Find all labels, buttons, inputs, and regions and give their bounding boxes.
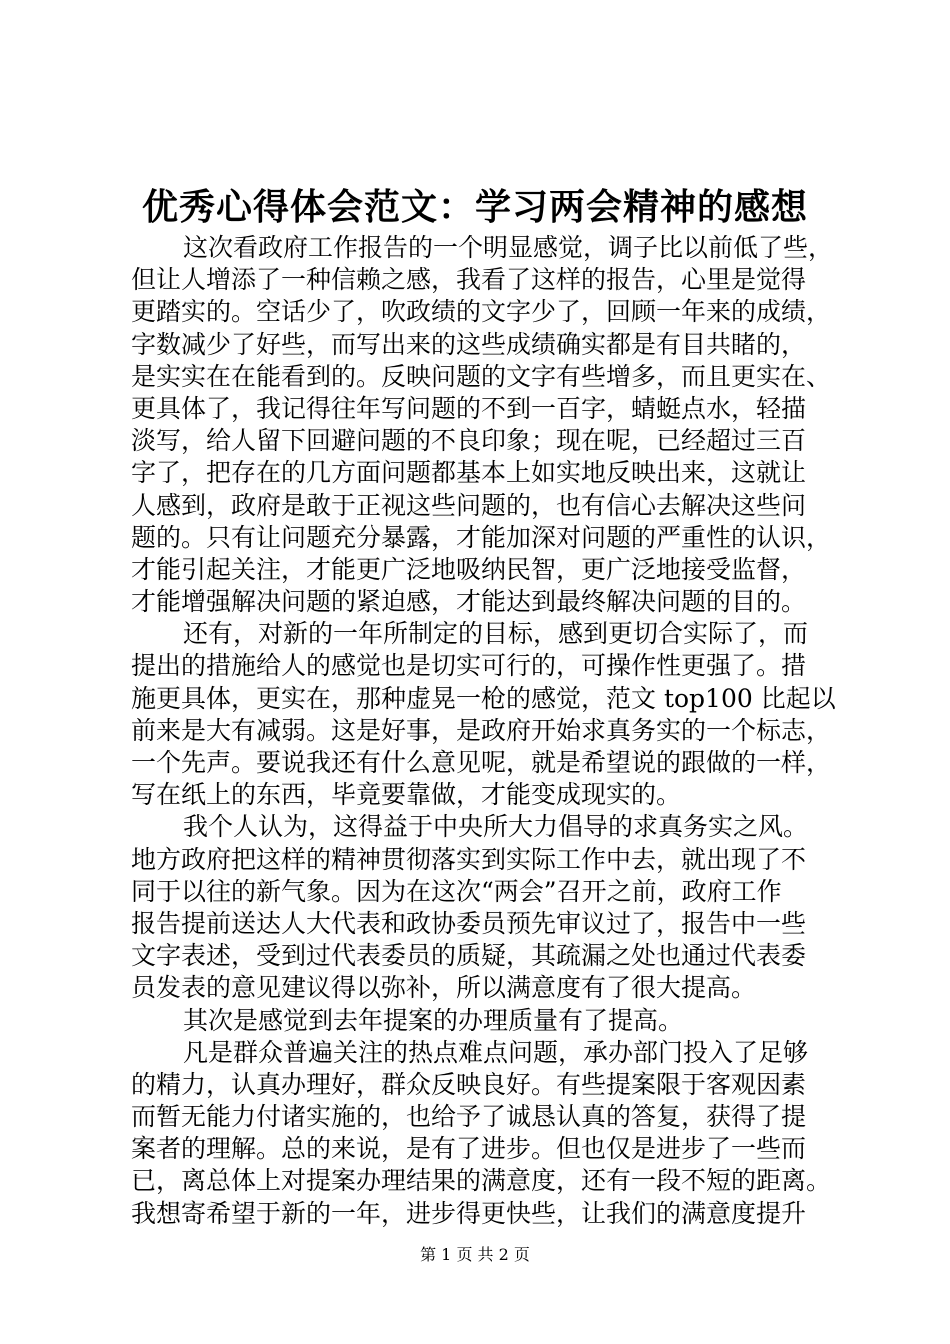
body-text-line: 写在纸上的东西，毕竟要靠做，才能变成现实的。 — [131, 780, 682, 810]
body-text-line: 施更具体，更实在，那种虚晃一枪的感觉，范文 top100 比起以 — [131, 683, 836, 713]
body-text-line: 才能引起关注，才能更广泛地吸纳民智，更广泛地接受监督， — [131, 554, 807, 584]
body-text-line: 前来是大有减弱。这是好事，是政府开始求真务实的一个标志， — [131, 715, 832, 745]
body-text-line: 已，离总体上对提案办理结果的满意度，还有一段不短的距离。 — [131, 1166, 832, 1196]
body-text-line: 还有，对新的一年所制定的目标，感到更切合实际了，而 — [183, 619, 809, 649]
body-text-line: 字了，把存在的几方面问题都基本上如实地反映出来，这就让 — [131, 458, 807, 488]
document-body — [131, 232, 836, 1230]
body-text-line: 是实实在在能看到的。反映问题的文字有些增多，而且更实在、 — [131, 361, 832, 391]
body-text-line: 但让人增添了一种信赖之感，我看了这样的报告，心里是觉得 — [131, 265, 807, 295]
body-text-line: 一个先声。要说我还有什么意见呢，就是希望说的跟做的一样， — [131, 748, 832, 777]
body-text-line: 其次是感觉到去年提案的办理质量有了提高。 — [183, 1005, 684, 1035]
body-text-line: 更踏实的。空话少了，吹政绩的文字少了，回顾一年来的成绩， — [131, 297, 832, 327]
body-text-line: 才能增强解决问题的紧迫感，才能达到最终解决问题的目的。 — [131, 587, 807, 617]
body-text-line: 更具体了，我记得往年写问题的不到一百字，蜻蜓点水，轻描 — [131, 393, 807, 423]
body-text-line: 我想寄希望于新的一年，进步得更快些，让我们的满意度提升 — [131, 1198, 807, 1228]
body-text-line: 淡写，给人留下回避问题的不良印象；现在呢，已经超过三百 — [131, 426, 807, 456]
document-title: 优秀心得体会范文：学习两会精神的感想 — [141, 187, 808, 228]
body-text-line: 题的。只有让问题充分暴露，才能加深对问题的严重性的认识， — [131, 522, 832, 552]
body-text-line: 的精力，认真办理好，群众反映良好。有些提案限于客观因素 — [131, 1069, 807, 1099]
page-footer: 第 1 页 共 2 页 — [420, 1245, 530, 1264]
body-text-line: 这次看政府工作报告的一个明显感觉，调子比以前低了些， — [183, 233, 834, 262]
body-text-line: 报告提前送达人大代表和政协委员预先审议过了，报告中一些 — [131, 908, 807, 938]
body-text-line: 字数减少了好些，而写出来的这些成绩确实都是有目共睹的， — [131, 329, 807, 359]
body-text-line: 人感到，政府是敢于正视这些问题的，也有信心去解决这些问 — [131, 490, 807, 520]
body-text-line: 案者的理解。总的来说，是有了进步。但也仅是进步了一些而 — [131, 1134, 807, 1164]
body-text-line: 员发表的意见建议得以弥补，所以满意度有了很大提高。 — [131, 973, 757, 1003]
body-text-line: 而暂无能力付诸实施的，也给予了诚恳认真的答复，获得了提 — [131, 1102, 807, 1132]
body-text-line: 我个人认为，这得益于中央所大力倡导的求真务实之风。 — [183, 812, 809, 842]
body-text-line: 凡是群众普遍关注的热点难点问题，承办部门投入了足够 — [183, 1037, 809, 1067]
body-text-line: 提出的措施给人的感觉也是切实可行的，可操作性更强了。措 — [131, 651, 807, 681]
body-text-line: 文字表述，受到过代表委员的质疑，其疏漏之处也通过代表委 — [131, 941, 807, 971]
body-text-line: 地方政府把这样的精神贯彻落实到实际工作中去，就出现了不 — [131, 844, 807, 874]
body-text-line: 同于以往的新气象。因为在这次“两会”召开之前，政府工作 — [131, 876, 782, 906]
